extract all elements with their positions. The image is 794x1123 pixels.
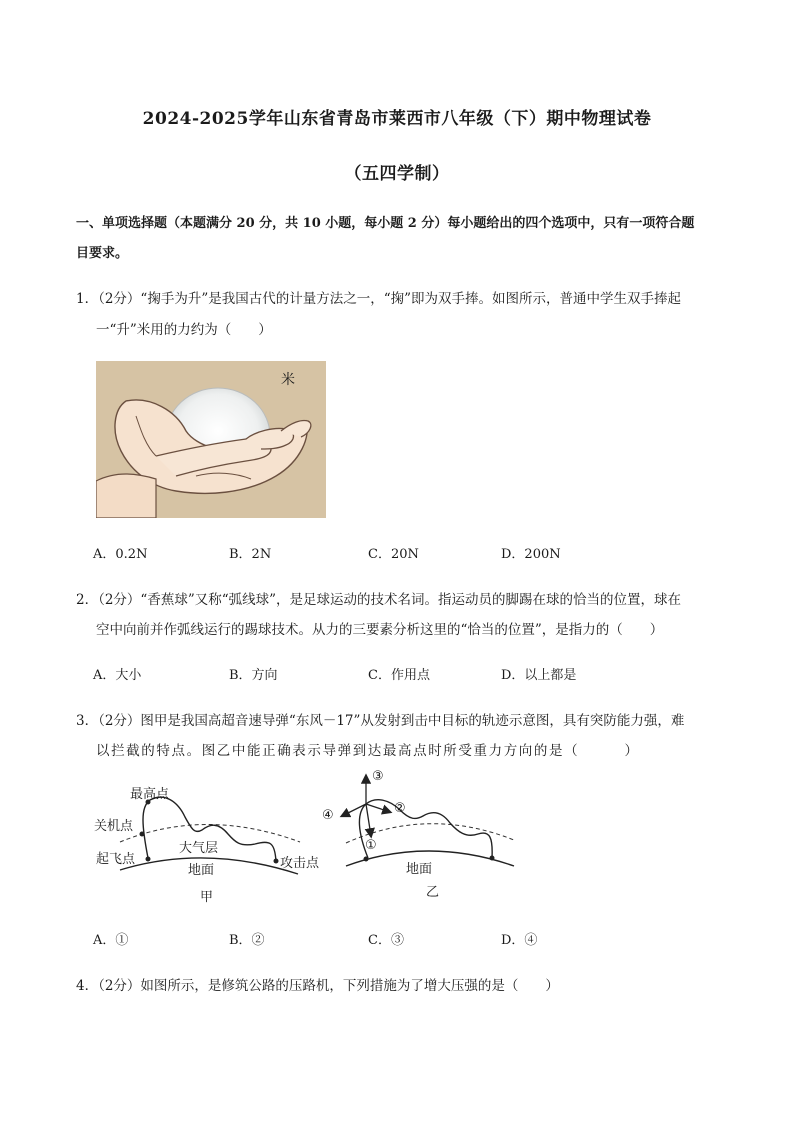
option-b[interactable]: B．2N [229,547,272,562]
page-subtitle: （五四学制） [344,164,450,184]
option-a[interactable]: A．0.2N [93,547,148,562]
gravity-direction-figure-b [318,768,528,903]
arrow-label-3: ③ [372,769,384,784]
label-highest-point: 最高点 [130,787,170,802]
hands-rice-figure [96,361,326,518]
question-number: 3． [76,713,99,729]
missile-trajectory-figure-a [90,772,330,907]
page-title: 2024-2025学年山东省青岛市莱西市八年级（下）期中物理试卷 [142,109,652,129]
label-ground: 地面 [188,863,215,878]
option-a[interactable]: A．① [93,933,129,948]
section-heading-line2: 目要求。 [76,246,129,261]
label-shutoff-point: 关机点 [94,819,134,834]
rice-label: 米 [281,372,295,388]
arrow-label-4: ④ [322,808,334,823]
option-d[interactable]: D．以上都是 [501,668,577,683]
option-c[interactable]: C．20N [368,547,419,562]
option-d[interactable]: D．④ [501,933,538,948]
option-b[interactable]: B．方向 [229,668,278,683]
question-number: 4． [76,978,99,994]
arrow-label-2: ② [394,801,406,816]
question-2-line2: 空中向前并作弧线运行的踢球技术。从力的三要素分析这里的“恰当的位置”，是指力的（ ） [96,622,664,638]
label-atmosphere: 大气层 [179,841,219,856]
option-d[interactable]: D．200N [501,547,561,562]
option-c[interactable]: C．③ [368,933,404,948]
question-1 [76,287,681,307]
question-3 [76,709,684,729]
figure-a-caption: 甲 [200,890,214,905]
question-text: （2分）如图所示，是修筑公路的压路机，下列措施为了增大压强的是（ ） [98,978,559,994]
question-number: 1． [76,291,99,307]
label-attack-point: 攻击点 [280,856,320,871]
question-3-line2: 以拦截的特点。图乙中能正确表示导弹到达最高点时所受重力方向的是（ ） [96,743,640,759]
option-a[interactable]: A．大小 [93,668,142,683]
question-text: （2分）图甲是我国高超音速导弹“东风－17”从发射到击中目标的轨迹示意图，具有突防能力强，难 [98,713,685,729]
question-text: （2分）“掬手为升”是我国古代的计量方法之一，“掬”即为双手捧。如图所示，普通中学生双手捧起 [98,291,682,307]
arrow-label-1: ① [365,838,377,853]
option-b[interactable]: B．② [229,933,265,948]
label-ground: 地面 [406,862,433,877]
figure-b-caption: 乙 [426,885,440,900]
question-4 [76,974,559,994]
question-number: 2． [76,592,99,608]
section-heading-line1: 一、单项选择题（本题满分 20 分，共 10 小题，每小题 2 分）每小题给出的四个选项中，只有一项符合题 [76,216,695,231]
label-takeoff-point: 起飞点 [96,852,136,867]
question-2 [76,588,681,608]
question-text: （2分）“香蕉球”又称“弧线球”，是足球运动的技术名词。指运动员的脚踢在球的恰当的位置，球在 [98,592,682,608]
question-1-line2: 一“升”米用的力约为（ ） [96,322,272,338]
option-c[interactable]: C．作用点 [368,668,430,683]
